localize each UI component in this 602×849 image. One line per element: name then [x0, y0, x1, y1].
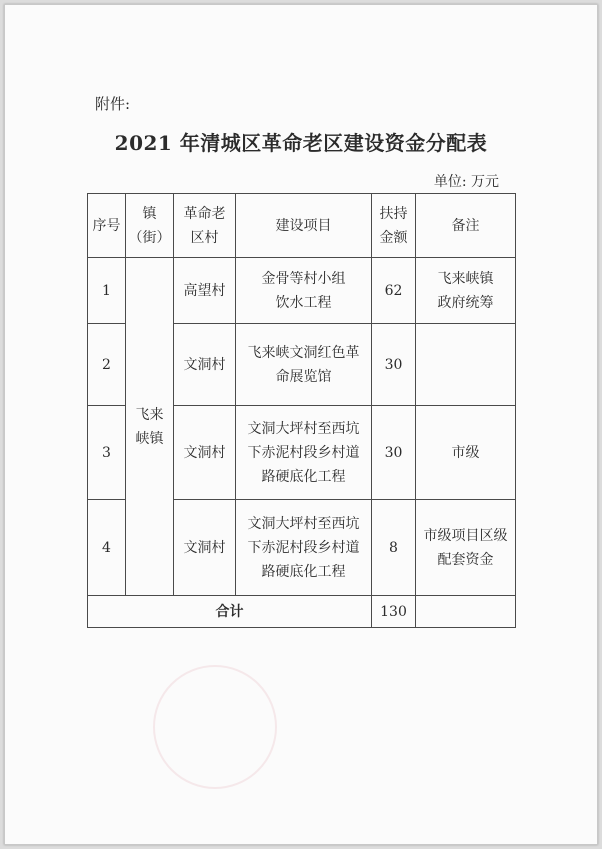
fund-table	[87, 193, 516, 628]
header-town: 镇 （街）	[126, 194, 174, 258]
row-village: 高望村	[174, 258, 236, 324]
row-amount: 62	[372, 258, 416, 324]
row-note	[416, 324, 516, 406]
document-title: 2021 年清城区革命老区建设资金分配表	[114, 131, 488, 155]
row-project: 飞来峡文洞红色革 命展览馆	[236, 324, 372, 406]
row-serial: 4	[88, 500, 126, 596]
faint-seal-stamp	[153, 665, 277, 789]
header-village: 革命老 区村	[174, 194, 236, 258]
town-cell: 飞来 峡镇	[126, 258, 174, 596]
total-amount: 130	[372, 596, 416, 628]
row-village: 文洞村	[174, 324, 236, 406]
unit-label: 单位: 万元	[433, 174, 499, 190]
row-project: 文洞大坪村至西坑 下赤泥村段乡村道 路硬底化工程	[236, 406, 372, 500]
row-note: 市级	[416, 406, 516, 500]
total-note	[416, 596, 516, 628]
row-village: 文洞村	[174, 500, 236, 596]
row-note: 飞来峡镇 政府统筹	[416, 258, 516, 324]
document-page	[4, 4, 598, 845]
attachment-label: 附件:	[95, 95, 131, 113]
row-amount: 8	[372, 500, 416, 596]
table-header-row	[88, 194, 516, 258]
row-project: 金骨等村小组 饮水工程	[236, 258, 372, 324]
header-serial: 序号	[88, 194, 126, 258]
header-amount: 扶持 金额	[372, 194, 416, 258]
header-note: 备注	[416, 194, 516, 258]
table-row	[88, 258, 516, 324]
header-project: 建设项目	[236, 194, 372, 258]
row-serial: 2	[88, 324, 126, 406]
total-label: 合计	[88, 596, 372, 628]
row-serial: 3	[88, 406, 126, 500]
row-project: 文洞大坪村至西坑 下赤泥村段乡村道 路硬底化工程	[236, 500, 372, 596]
row-note: 市级项目区级 配套资金	[416, 500, 516, 596]
row-amount: 30	[372, 324, 416, 406]
row-serial: 1	[88, 258, 126, 324]
row-amount: 30	[372, 406, 416, 500]
total-row	[88, 596, 516, 628]
row-village: 文洞村	[174, 406, 236, 500]
